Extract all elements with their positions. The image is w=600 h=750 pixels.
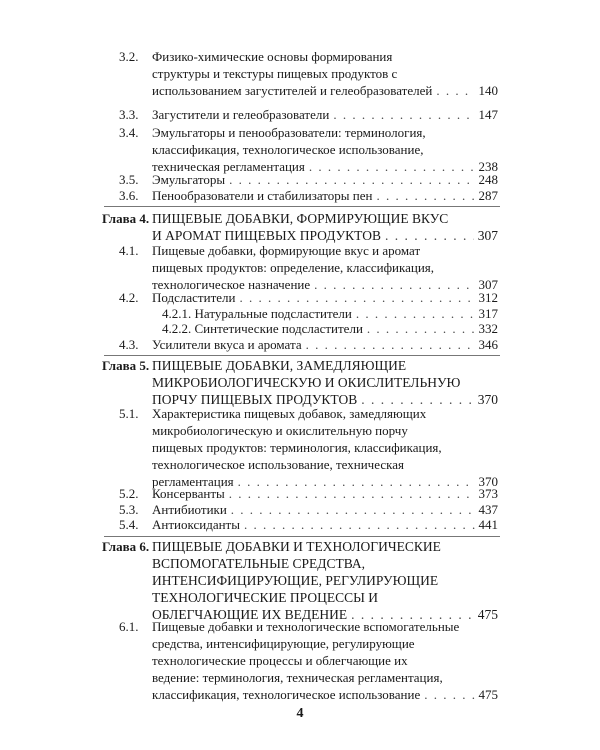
toc-entry-title: Загустители и гелеобразователи [152,107,330,122]
toc-entry-title: технологическое использование, техническая [152,457,404,472]
toc-entry-number: 3.4. [119,125,139,140]
page-number: 4 [296,706,304,721]
dot-leader [376,187,474,204]
toc-entry-page: 370 [477,392,498,407]
toc-entry-number: 4.3. [119,337,139,352]
toc-entry-page: 441 [478,517,498,532]
toc-entry-page: 475 [477,607,498,622]
dot-leader [239,289,474,306]
toc-entry-page: 287 [478,188,498,203]
section-divider [104,355,500,356]
toc-entry-title: техническая регламентация [152,159,305,174]
chapter-title: ПИЩЕВЫЕ ДОБАВКИ И ТЕХНОЛОГИЧЕСКИЕ [152,539,441,554]
toc-entry-title: использованием загустителей и гелеобразователей [152,83,433,98]
dot-leader [367,320,475,337]
chapter-title: ТЕХНОЛОГИЧЕСКИЕ ПРОЦЕССЫ И [152,590,378,605]
toc-entry-title: Физико-химические основы формирования [152,49,393,64]
toc-entry-page: 332 [478,321,498,336]
chapter-title: ПОРЧУ ПИЩЕВЫХ ПРОДУКТОВ [152,392,358,407]
toc-entry-title: регламентация [152,474,234,489]
dot-leader [306,336,475,353]
toc-entry-page: 346 [478,337,498,352]
toc-entry-title: Эмульгаторы [152,172,226,187]
toc-entry-number: 4.2. [119,290,139,305]
chapter-number: Глава 4. [102,211,150,226]
chapter-title: МИКРОБИОЛОГИЧЕСКУЮ И ОКИСЛИТЕЛЬНУЮ [152,375,461,390]
toc-entry-title: структуры и текстуры пищевых продуктов с [152,66,398,81]
toc-entry-title: Подсластители [152,290,236,305]
chapter-title: ПИЩЕВЫЕ ДОБАВКИ, ЗАМЕДЛЯЮЩИЕ [152,358,407,373]
chapter-title: ОБЛЕГЧАЮЩИЕ ИХ ВЕДЕНИЕ [152,607,348,622]
chapter-title: ПИЩЕВЫЕ ДОБАВКИ, ФОРМИРУЮЩИЕ ВКУС [152,211,449,226]
toc-entry-title: Пищевые добавки, формирующие вкус и аромат [152,243,421,258]
toc-entry-page: 147 [478,107,498,122]
chapter-number: Глава 5. [102,358,150,373]
toc-entry-title: ведение: терминология, техническая регламентация, [152,670,443,685]
toc-entry-number: 3.5. [119,172,139,187]
chapter-title: ВСПОМОГАТЕЛЬНЫЕ СРЕДСТВА, [152,556,366,571]
toc-entry-page: 307 [478,277,498,292]
dot-leader [229,485,475,502]
toc-entry-number: 5.4. [119,517,139,532]
toc-entry-title: Характеристика пищевых добавок, замедляющих [152,406,427,421]
toc-entry-page: 370 [478,474,498,489]
toc-entry-number: 3.6. [119,188,139,203]
toc-entry-title: технологическое назначение [152,277,311,292]
toc-entry-page: 373 [478,486,498,501]
section-divider [104,536,500,537]
toc-entry-page: 248 [478,172,498,187]
toc-entry-title: пищевых продуктов: терминология, классификация, [152,440,442,455]
chapter-title: И АРОМАТ ПИЩЕВЫХ ПРОДУКТОВ [152,228,382,243]
toc-entry-title: Антиоксиданты [152,517,240,532]
toc-entry-number: 5.2. [119,486,139,501]
toc-entry-page: 238 [478,159,498,174]
toc-entry-title: Пищевые добавки и технологические вспомогательные [152,619,460,634]
toc-entry-number: 5.1. [119,406,139,421]
toc-entry-page: 140 [478,83,498,98]
chapter-number: Глава 6. [102,539,150,554]
toc-entry-title: 4.2.1. Натуральные подсластители [162,306,352,321]
toc-entry-title: пищевых продуктов: определение, классификация, [152,260,435,275]
section-divider [104,206,500,207]
toc-entry-title: Антибиотики [152,502,227,517]
toc-entry-title: классификация, технологическое использование, [152,142,424,157]
toc-entry-title: Пенообразователи и стабилизаторы пен [152,188,373,203]
dot-leader [436,82,474,99]
toc-entry-number: 3.3. [119,107,139,122]
dot-leader [244,516,475,533]
toc-entry-number: 6.1. [119,619,139,634]
toc-entry-number: 4.1. [119,243,139,258]
toc-entry-number: 3.2. [119,49,139,64]
toc-entry-page: 312 [478,290,498,305]
toc-entry-title: технологические процессы и облегчающие их [152,653,408,668]
toc-entry-title: микробиологическую и окислительную порчу [152,423,408,438]
chapter-title: ИНТЕНСИФИЦИРУЮЩИЕ, РЕГУЛИРУЮЩИЕ [152,573,439,588]
toc-entry-page: 317 [478,306,498,321]
toc-entry-title: Усилители вкуса и аромата [152,337,302,352]
toc-entry-title: Эмульгаторы и пенообразователи: терминология, [152,125,426,140]
toc-entry-page: 475 [478,687,498,702]
toc-entry-title: классификация, технологическое использование [152,687,421,702]
dot-leader [333,106,474,123]
toc-entry-title: 4.2.2. Синтетические подсластители [162,321,363,336]
toc-entry-number: 5.3. [119,502,139,517]
toc-entry-title: Консерванты [152,486,225,501]
dot-leader [424,686,474,703]
toc-entry-page: 307 [477,228,498,243]
toc-entry-title: средства, интенсифицирующие, регулирующие [152,636,415,651]
toc-entry-page: 437 [478,502,498,517]
dot-leader [229,171,474,188]
